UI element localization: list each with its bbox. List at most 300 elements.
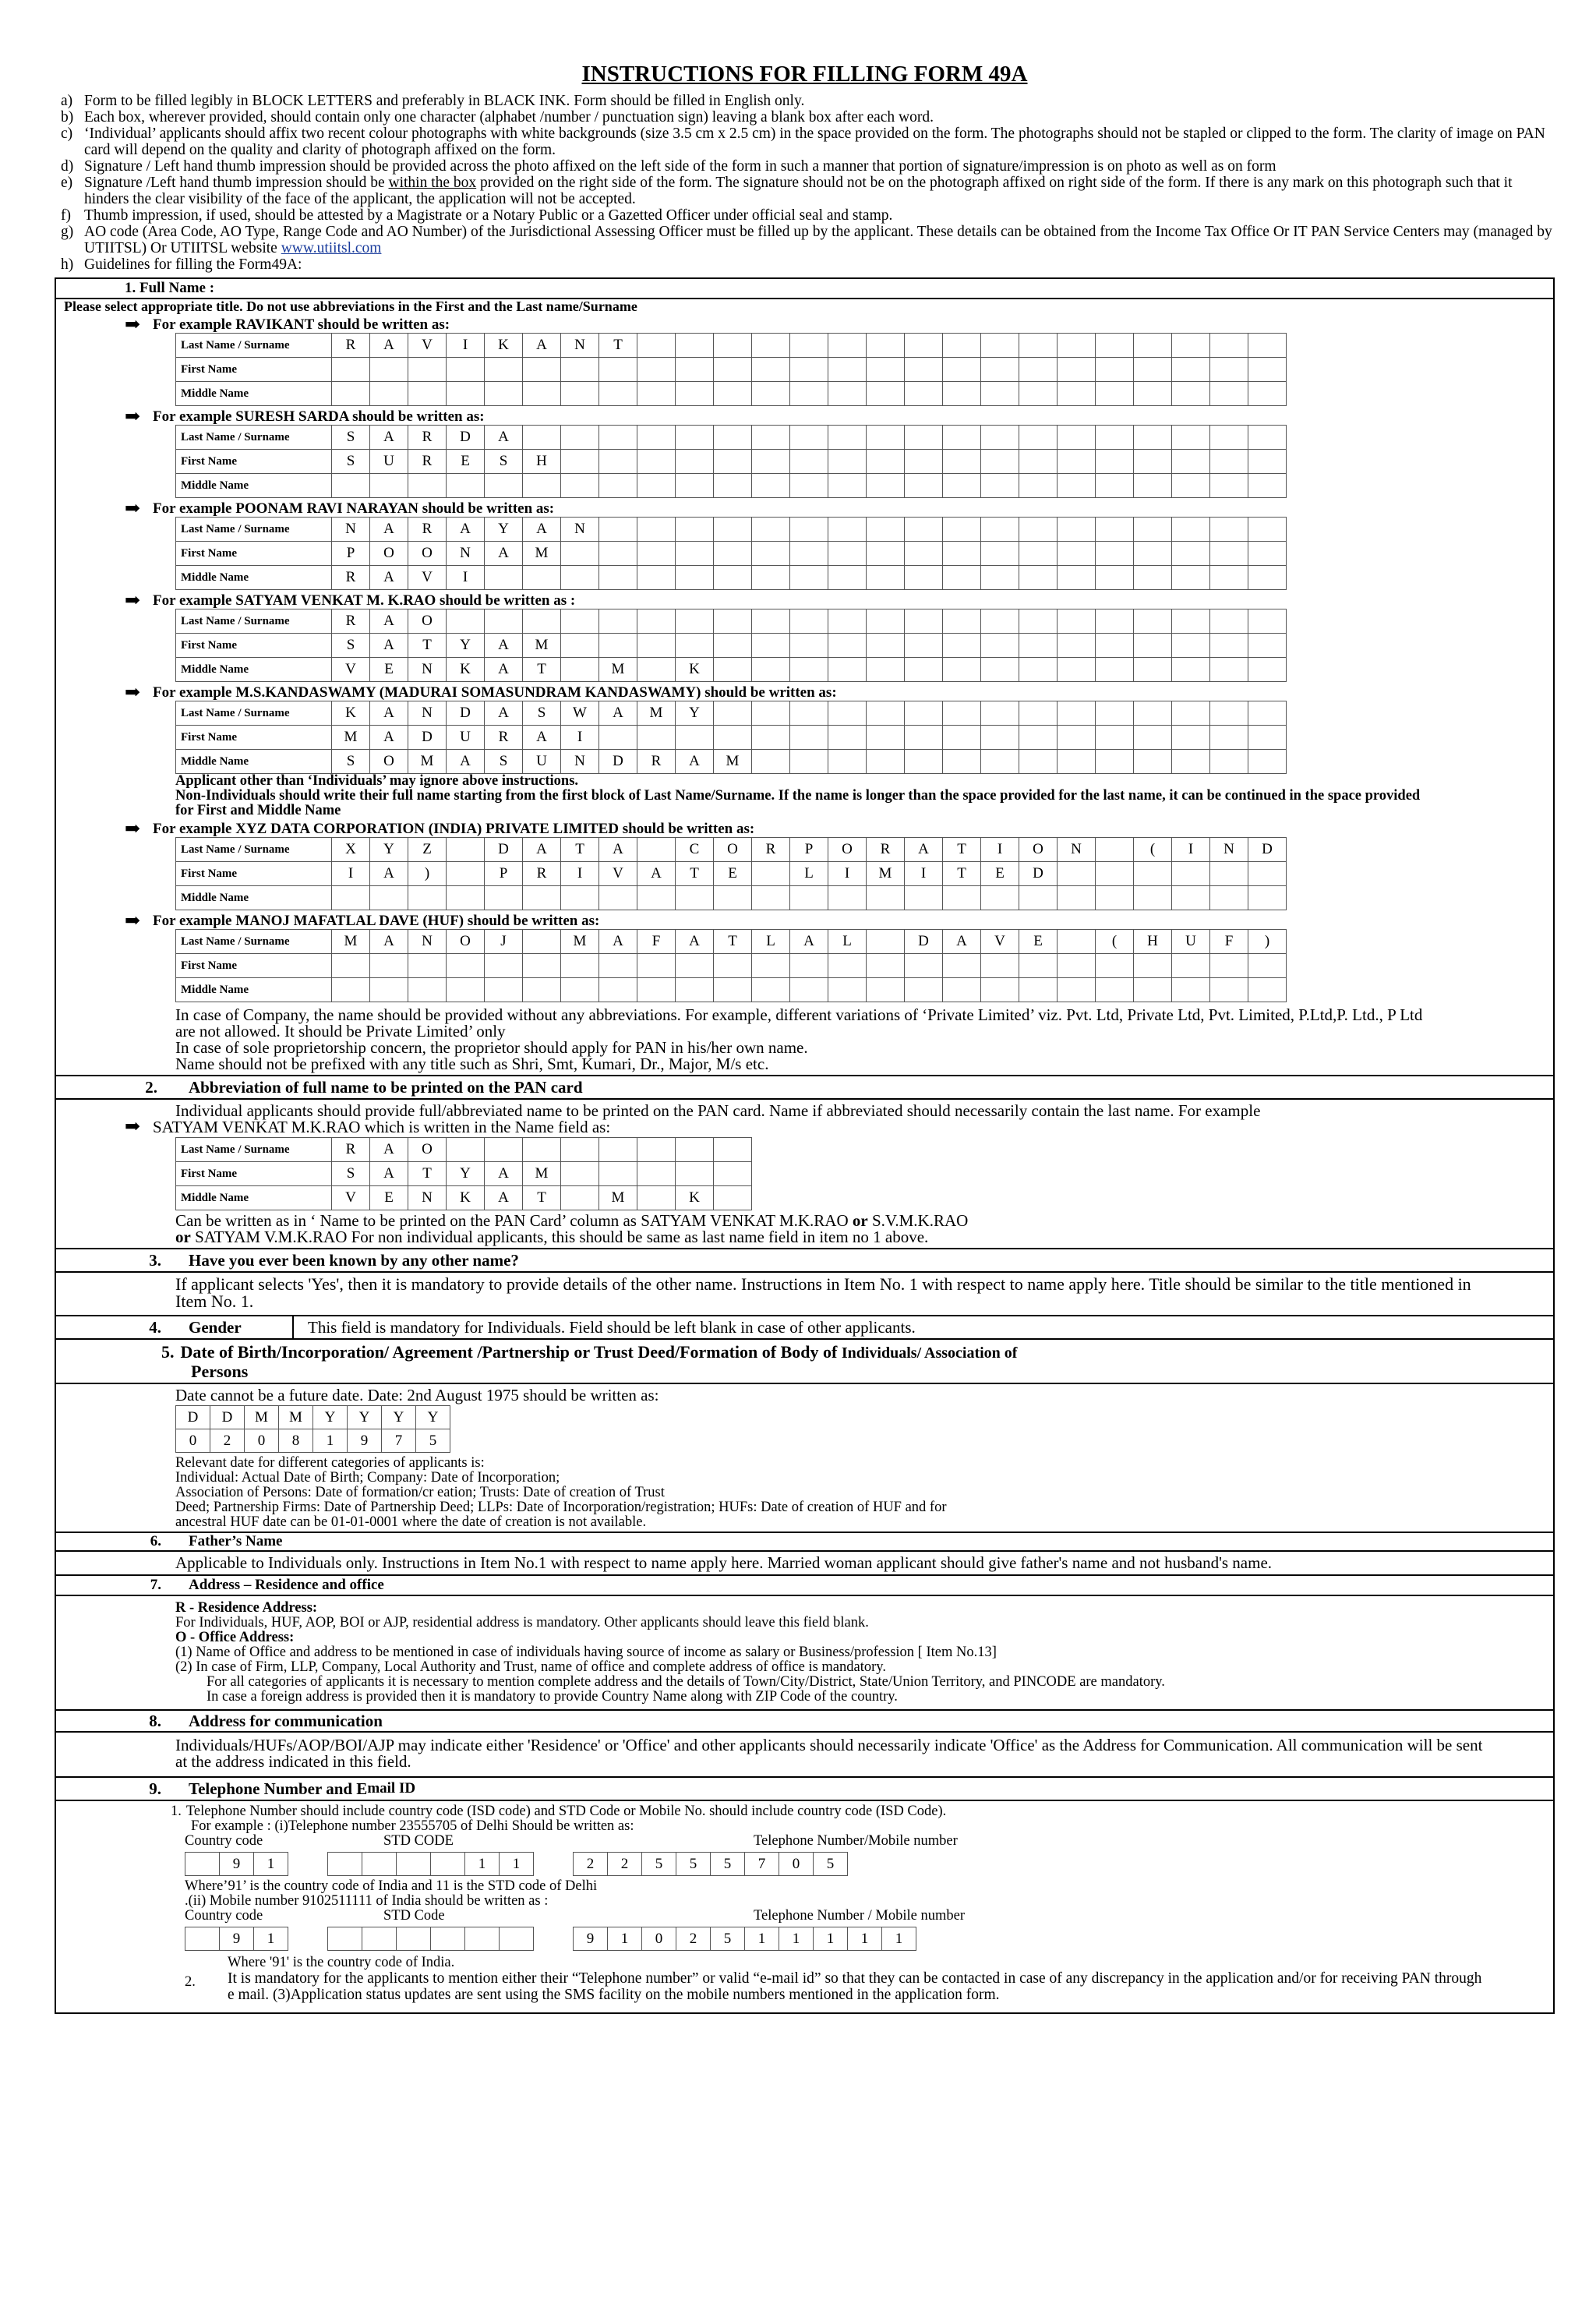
- grid-cell: K: [676, 658, 714, 682]
- tel-grid-1: [185, 1852, 1491, 1876]
- grid-cell: [561, 886, 599, 910]
- tel-labels-1: Country code STD CODE Telephone Number/Mobile number: [185, 1833, 958, 1849]
- grid-cell: A: [370, 1138, 408, 1162]
- date-cell: Y: [313, 1406, 348, 1429]
- grid-cell: A: [370, 862, 408, 886]
- grid-cell: [408, 886, 447, 910]
- grid-cell: [1096, 358, 1134, 382]
- grid-cell: S: [332, 1162, 370, 1186]
- grid-row-label: Last Name / Surname: [176, 426, 332, 450]
- grid-cell: [599, 450, 637, 474]
- grid-cell: [752, 426, 790, 450]
- grid-cell: D: [408, 726, 447, 750]
- grid-cell: [943, 518, 981, 542]
- grid-cell: [1096, 426, 1134, 450]
- grid-cell: [981, 634, 1019, 658]
- grid-cell: [1019, 566, 1058, 590]
- grid-cell: [370, 978, 408, 1002]
- grid-row-label: Middle Name: [176, 750, 332, 774]
- grid-cell: [1172, 566, 1210, 590]
- grid-cell: [1248, 450, 1287, 474]
- instructions-list: [55, 93, 1555, 273]
- section-3-header: 3. Have you ever been known by any other name?: [56, 1248, 1553, 1273]
- tel-cell: 7: [745, 1853, 779, 1876]
- grid-cell: [981, 658, 1019, 682]
- grid-cell: [943, 634, 981, 658]
- tel-cell: 1: [500, 1853, 534, 1876]
- grid-cell: [561, 1186, 599, 1210]
- grid-cell: [1248, 609, 1287, 634]
- grid-cell: [408, 382, 447, 406]
- arrow-icon: ➡: [125, 911, 141, 931]
- grid-cell: [752, 609, 790, 634]
- grid-cell: S: [332, 750, 370, 774]
- grid-cell: [905, 474, 943, 498]
- grid-cell: [485, 954, 523, 978]
- grid-cell: [1210, 701, 1248, 726]
- instruction-text: Signature / Left hand thumb impression should be provided across the photo affixed on the left side of the form in such a manner that portion of signature/impression is on photo as well as on form: [84, 158, 1276, 175]
- tel-cell: 9: [220, 1853, 254, 1876]
- grid-cell: [1019, 750, 1058, 774]
- grid-cell: I: [981, 838, 1019, 862]
- grid-cell: [752, 954, 790, 978]
- section-5-text: Date cannot be a future date. Date: 2nd August 1975 should be written as:: [175, 1386, 659, 1404]
- grid-cell: L: [790, 862, 828, 886]
- name-grid: [175, 1137, 752, 1210]
- grid-cell: [714, 609, 752, 634]
- example-heading: ➡ For example XYZ DATA CORPORATION (INDIA) PRIVATE LIMITED should be written as:: [125, 819, 755, 839]
- grid-cell: [1172, 426, 1210, 450]
- grid-cell: [714, 474, 752, 498]
- grid-cell: [447, 954, 485, 978]
- grid-cell: [561, 1138, 599, 1162]
- grid-cell: K: [447, 1186, 485, 1210]
- grid-cell: V: [599, 862, 637, 886]
- grid-cell: [447, 1138, 485, 1162]
- grid-cell: [1248, 358, 1287, 382]
- grid-cell: [867, 426, 905, 450]
- example-heading: ➡ For example M.S.KANDASWAMY (MADURAI SOMASUNDRAM KANDASWAMY) should be written as:: [125, 683, 837, 703]
- grid-cell: O: [408, 542, 447, 566]
- grid-cell: [1096, 382, 1134, 406]
- grid-cell: [676, 634, 714, 658]
- grid-cell: [867, 726, 905, 750]
- grid-row-label: Middle Name: [176, 978, 332, 1002]
- grid-cell: [370, 474, 408, 498]
- grid-cell: [905, 426, 943, 450]
- grid-row-label: First Name: [176, 954, 332, 978]
- grid-cell: R: [408, 450, 447, 474]
- grid-cell: R: [332, 609, 370, 634]
- grid-cell: [790, 954, 828, 978]
- grid-cell: [943, 358, 981, 382]
- grid-cell: N: [408, 658, 447, 682]
- grid-cell: [599, 954, 637, 978]
- grid-cell: [867, 750, 905, 774]
- grid-cell: O: [1019, 838, 1058, 862]
- grid-cell: [867, 566, 905, 590]
- grid-cell: [1134, 518, 1172, 542]
- tel-cell: [185, 1853, 220, 1876]
- grid-cell: [867, 609, 905, 634]
- grid-cell: T: [408, 634, 447, 658]
- date-cell: 0: [176, 1429, 210, 1453]
- grid-cell: [599, 1138, 637, 1162]
- grid-cell: [561, 954, 599, 978]
- grid-cell: [828, 566, 867, 590]
- grid-cell: [905, 886, 943, 910]
- grid-cell: A: [447, 518, 485, 542]
- grid-cell: [828, 518, 867, 542]
- grid-cell: (: [1096, 930, 1134, 954]
- grid-cell: [1210, 954, 1248, 978]
- section-3-text: If applicant selects 'Yes', then it is mandatory to provide details of the other name. Instructions in Item No. 1 with respect to name apply here. Title should be similar to the title mentioned in Item No. 1.: [175, 1274, 1471, 1311]
- section-5-line: Association of Persons: Date of formation/cr eation; Trusts: Date of creation of Trust: [175, 1485, 665, 1500]
- page-title: INSTRUCTIONS FOR FILLING FORM 49A: [581, 62, 1028, 87]
- grid-cell: [447, 382, 485, 406]
- grid-cell: [1058, 382, 1096, 406]
- grid-cell: I: [828, 862, 867, 886]
- grid-cell: [714, 426, 752, 450]
- grid-cell: [867, 450, 905, 474]
- grid-cell: A: [599, 701, 637, 726]
- grid-cell: A: [370, 701, 408, 726]
- grid-cell: [905, 701, 943, 726]
- grid-cell: [599, 358, 637, 382]
- tel-cell: [431, 1927, 465, 1951]
- grid-cell: [637, 726, 676, 750]
- grid-cell: K: [676, 1186, 714, 1210]
- grid-cell: A: [599, 838, 637, 862]
- grid-cell: [752, 358, 790, 382]
- grid-cell: [828, 978, 867, 1002]
- grid-cell: [599, 518, 637, 542]
- grid-cell: [943, 566, 981, 590]
- grid-cell: [1058, 978, 1096, 1002]
- grid-cell: [1096, 609, 1134, 634]
- instruction-letter: g): [61, 224, 74, 240]
- grid-cell: A: [485, 542, 523, 566]
- grid-cell: [981, 566, 1019, 590]
- grid-cell: [637, 838, 676, 862]
- grid-cell: N: [561, 750, 599, 774]
- grid-cell: [637, 886, 676, 910]
- grid-cell: P: [485, 862, 523, 886]
- grid-cell: [561, 382, 599, 406]
- grid-cell: [1210, 658, 1248, 682]
- grid-cell: I: [447, 334, 485, 358]
- grid-cell: [867, 886, 905, 910]
- grid-cell: [485, 566, 523, 590]
- section-2-header: 2. Abbreviation of full name to be printed on the PAN card: [56, 1075, 1553, 1100]
- arrow-icon: ➡: [125, 499, 141, 519]
- grid-cell: [867, 978, 905, 1002]
- grid-cell: M: [332, 930, 370, 954]
- grid-cell: D: [599, 750, 637, 774]
- grid-cell: [1019, 726, 1058, 750]
- grid-cell: [1096, 886, 1134, 910]
- arrow-icon: ➡: [125, 315, 141, 335]
- grid-cell: [637, 1138, 676, 1162]
- grid-cell: [485, 474, 523, 498]
- section-5-lines: [56, 1456, 1553, 1532]
- grid-cell: [905, 609, 943, 634]
- grid-cell: H: [523, 450, 561, 474]
- grid-cell: [1248, 474, 1287, 498]
- grid-cell: [1058, 930, 1096, 954]
- instruction-letter: e): [61, 175, 73, 191]
- grid-cell: [790, 358, 828, 382]
- grid-cell: V: [408, 566, 447, 590]
- grid-cell: A: [523, 334, 561, 358]
- section-9-header: 9. Telephone Number and E mail ID: [56, 1776, 1553, 1801]
- grid-cell: H: [1134, 930, 1172, 954]
- grid-cell: [752, 542, 790, 566]
- section-6-header: 6. Father’s Name: [56, 1532, 1553, 1552]
- grid-cell: I: [1172, 838, 1210, 862]
- grid-cell: N: [408, 1186, 447, 1210]
- grid-cell: [1248, 978, 1287, 1002]
- grid-row-label: First Name: [176, 1162, 332, 1186]
- grid-cell: M: [599, 1186, 637, 1210]
- tel-cell: 5: [676, 1853, 711, 1876]
- grid-cell: [981, 701, 1019, 726]
- grid-cell: [637, 954, 676, 978]
- grid-cell: [981, 334, 1019, 358]
- grid-cell: [1019, 426, 1058, 450]
- grid-cell: [447, 886, 485, 910]
- grid-cell: [447, 358, 485, 382]
- grid-cell: [714, 1138, 752, 1162]
- grid-cell: [1210, 358, 1248, 382]
- grid-cell: A: [676, 750, 714, 774]
- grid-row-label: Middle Name: [176, 1186, 332, 1210]
- grid-cell: [1248, 954, 1287, 978]
- grid-cell: I: [905, 862, 943, 886]
- grid-cell: S: [485, 750, 523, 774]
- grid-cell: [561, 658, 599, 682]
- tel-cell: 1: [779, 1927, 814, 1951]
- instruction-text: Each box, wherever provided, should contain only one character (alphabet /number / punctuation sign) leaving a blank box after each word.: [84, 109, 934, 125]
- instruction-letter: h): [61, 256, 74, 273]
- grid-cell: [714, 658, 752, 682]
- section-5-line: Individual: Actual Date of Birth; Company: Date of Incorporation;: [175, 1470, 560, 1486]
- grid-cell: [943, 726, 981, 750]
- grid-cell: S: [332, 450, 370, 474]
- prefix-note: Name should not be prefixed with any title such as Shri, Smt, Kumari, Dr., Major, M/s etc.: [175, 1055, 769, 1073]
- grid-cell: [1134, 701, 1172, 726]
- grid-cell: T: [943, 862, 981, 886]
- name-grid: [175, 837, 1287, 910]
- example-heading: ➡ For example POONAM RAVI NARAYAN should be written as:: [125, 499, 555, 519]
- grid-cell: [943, 542, 981, 566]
- grid-cell: N: [561, 334, 599, 358]
- grid-cell: [1210, 474, 1248, 498]
- grid-cell: [485, 609, 523, 634]
- grid-cell: [790, 750, 828, 774]
- grid-cell: [637, 542, 676, 566]
- grid-cell: [1096, 518, 1134, 542]
- grid-cell: [485, 1138, 523, 1162]
- grid-cell: [867, 382, 905, 406]
- grid-cell: [676, 726, 714, 750]
- grid-cell: T: [523, 658, 561, 682]
- instruction-item: [55, 93, 1555, 109]
- instruction-item: [55, 109, 1555, 125]
- grid-cell: [1172, 886, 1210, 910]
- grid-cell: [561, 634, 599, 658]
- section-2-text4: or SATYAM V.M.K.RAO For non individual applicants, this should be same as last name field in item no 1 above.: [175, 1228, 929, 1246]
- tel-cell: [362, 1853, 397, 1876]
- grid-cell: M: [523, 634, 561, 658]
- grid-cell: [1096, 334, 1134, 358]
- grid-cell: [637, 978, 676, 1002]
- date-cell: 0: [245, 1429, 279, 1453]
- grid-cell: S: [485, 450, 523, 474]
- grid-cell: [599, 609, 637, 634]
- grid-cell: [637, 334, 676, 358]
- date-cell: 5: [416, 1429, 450, 1453]
- instruction-item: [55, 224, 1555, 256]
- example-heading: ➡ For example MANOJ MAFATLAL DAVE (HUF) should be written as:: [125, 911, 600, 931]
- grid-cell: A: [523, 726, 561, 750]
- tel-cell: 1: [814, 1927, 848, 1951]
- tel-cell: 9: [220, 1927, 254, 1951]
- grid-cell: [943, 978, 981, 1002]
- grid-cell: [408, 474, 447, 498]
- grid-cell: A: [370, 726, 408, 750]
- grid-cell: [790, 426, 828, 450]
- grid-cell: R: [332, 566, 370, 590]
- grid-cell: [599, 382, 637, 406]
- grid-cell: E: [370, 1186, 408, 1210]
- grid-cell: [752, 978, 790, 1002]
- grid-cell: [905, 954, 943, 978]
- grid-cell: [523, 954, 561, 978]
- date-cell: 1: [313, 1429, 348, 1453]
- grid-cell: U: [447, 726, 485, 750]
- grid-cell: [676, 978, 714, 1002]
- grid-cell: [752, 634, 790, 658]
- grid-cell: [752, 474, 790, 498]
- grid-cell: O: [370, 750, 408, 774]
- grid-cell: [828, 701, 867, 726]
- grid-cell: [714, 634, 752, 658]
- grid-cell: [370, 382, 408, 406]
- grid-cell: [714, 382, 752, 406]
- grid-row-label: First Name: [176, 726, 332, 750]
- grid-cell: [828, 750, 867, 774]
- grid-cell: [1019, 450, 1058, 474]
- arrow-icon: ➡: [125, 819, 141, 839]
- grid-cell: Y: [370, 838, 408, 862]
- grid-cell: O: [447, 930, 485, 954]
- grid-cell: [637, 358, 676, 382]
- utiitsl-link[interactable]: www.utiitsl.com: [281, 240, 382, 256]
- tel-cell: 1: [465, 1853, 500, 1876]
- grid-cell: [676, 566, 714, 590]
- grid-cell: [981, 358, 1019, 382]
- grid-cell: [714, 334, 752, 358]
- grid-cell: T: [599, 334, 637, 358]
- tel-cell: 0: [779, 1853, 814, 1876]
- grid-cell: [332, 474, 370, 498]
- grid-cell: [790, 518, 828, 542]
- tel-boxes-cc1: [185, 1852, 288, 1876]
- grid-cell: [752, 750, 790, 774]
- grid-cell: I: [561, 726, 599, 750]
- grid-cell: [1096, 701, 1134, 726]
- grid-cell: [561, 474, 599, 498]
- grid-cell: [905, 334, 943, 358]
- grid-cell: N: [561, 518, 599, 542]
- grid-cell: [752, 726, 790, 750]
- sole-proprietor-note: In case of sole proprietorship concern, the proprietor should apply for PAN in his/her own name.: [175, 1038, 808, 1057]
- grid-cell: [790, 658, 828, 682]
- grid-cell: [1096, 450, 1134, 474]
- grid-cell: [1210, 862, 1248, 886]
- grid-cell: [1210, 609, 1248, 634]
- tel-cell: 2: [574, 1853, 608, 1876]
- grid-cell: [752, 382, 790, 406]
- name-grid: [175, 609, 1287, 682]
- grid-cell: [943, 334, 981, 358]
- grid-cell: [637, 450, 676, 474]
- grid-cell: [1019, 886, 1058, 910]
- grid-cell: E: [981, 862, 1019, 886]
- grid-cell: A: [943, 930, 981, 954]
- grid-cell: [599, 726, 637, 750]
- section-4-row: 4. Gender This field is mandatory for Individuals. Field should be left blank in case of other applicants.: [56, 1315, 1553, 1340]
- grid-cell: O: [370, 542, 408, 566]
- grid-cell: K: [447, 658, 485, 682]
- grid-cell: [867, 930, 905, 954]
- grid-cell: R: [485, 726, 523, 750]
- grid-cell: [1134, 726, 1172, 750]
- grid-cell: T: [408, 1162, 447, 1186]
- grid-cell: T: [523, 1186, 561, 1210]
- grid-cell: [676, 450, 714, 474]
- grid-cell: [1248, 518, 1287, 542]
- grid-cell: M: [408, 750, 447, 774]
- grid-cell: [790, 334, 828, 358]
- grid-cell: [1248, 334, 1287, 358]
- grid-row-label: Last Name / Surname: [176, 701, 332, 726]
- grid-cell: [1058, 701, 1096, 726]
- grid-cell: [828, 542, 867, 566]
- instruction-text: Form to be filled legibly in BLOCK LETTERS and preferably in BLACK INK. Form should be filled in English only.: [84, 93, 805, 109]
- grid-cell: [1096, 566, 1134, 590]
- grid-cell: [1172, 518, 1210, 542]
- date-cell: M: [279, 1406, 313, 1429]
- grid-cell: U: [370, 450, 408, 474]
- grid-cell: A: [485, 658, 523, 682]
- grid-cell: [790, 634, 828, 658]
- grid-cell: [599, 978, 637, 1002]
- grid-row-label: Last Name / Surname: [176, 334, 332, 358]
- grid-cell: T: [676, 862, 714, 886]
- grid-cell: [676, 886, 714, 910]
- grid-cell: I: [332, 862, 370, 886]
- section-7-header: 7. Address – Residence and office: [56, 1574, 1553, 1596]
- grid-cell: A: [370, 1162, 408, 1186]
- grid-cell: [1058, 726, 1096, 750]
- grid-cell: [943, 658, 981, 682]
- grid-cell: (: [1134, 838, 1172, 862]
- tel-cell: 2: [608, 1853, 642, 1876]
- grid-cell: [828, 334, 867, 358]
- grid-cell: C: [676, 838, 714, 862]
